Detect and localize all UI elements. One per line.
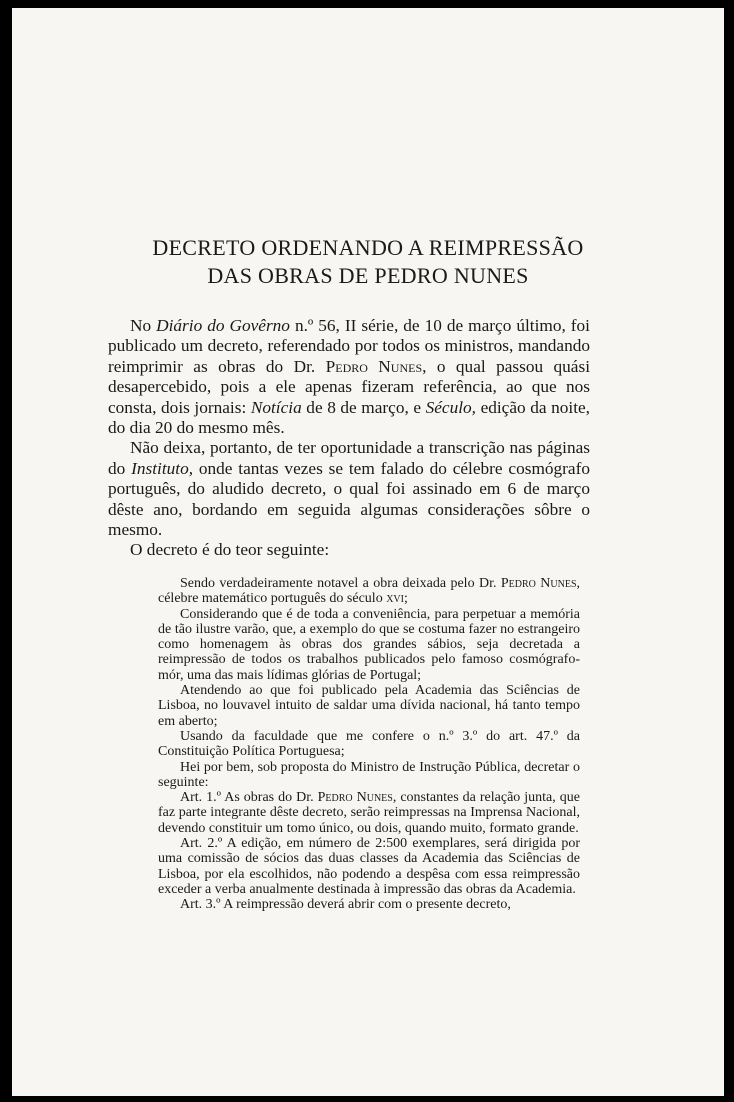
newspaper-title: Notícia [250, 397, 302, 417]
decree-article-1 [158, 790, 580, 836]
document-page [12, 8, 724, 1096]
decree-paragraph-3: Atendendo ao que foi publicado pela Academia das Sciências de Lisboa, no louvavel intuito de saldar uma dívida nacional, há tanto tempo em aberto; [158, 683, 580, 729]
text-run: edição da noite, do dia 20 do mesmo mês. [108, 397, 590, 438]
title-line-2: DAS OBRAS DE PEDRO NUNES [207, 263, 529, 288]
text-run: onde tantas vezes se tem falado do célebre cosmógrafo português, do aludido decreto, o qual foi assinado em 6 de março dêste ano, bordando em seguida algumas considerações sôbre o mesmo. [108, 458, 590, 540]
newspaper-title: Século, [425, 397, 476, 417]
decree-article-2: Art. 2.º A edição, em número de 2:500 exemplares, será dirigida por uma comissão de sócios das duas classes da Academia das Sciências de Lisboa, por ela escolhidos, não podendo a despêsa com essa reimpressão exceder a verba anualmente destinada à impressão das obras da Academia. [158, 836, 580, 897]
author-name: Pedro Nunes [317, 790, 393, 806]
decree-text [158, 576, 580, 913]
journal-title: Instituto, [131, 458, 194, 478]
text-run: n.º 56, II série, de 10 de março último, foi publicado um decreto, referendado por todos os ministros, mandando reimprimir as obras do Dr. [108, 316, 590, 376]
decree-paragraph-1 [158, 576, 580, 607]
text-run: Art. 1.º As obras do Dr. [180, 790, 318, 806]
journal-title: Diário do Govêrno [156, 316, 290, 335]
author-name: Pedro Nunes [500, 576, 577, 591]
text-run: , célebre matemático português do século [158, 576, 581, 607]
text-run: ; [403, 591, 408, 607]
intro-text [108, 316, 590, 561]
intro-paragraph-1 [108, 316, 590, 438]
text-run: Sendo verdadeiramente notavel a obra deixada pelo Dr. [180, 576, 501, 591]
title-line-1: DECRETO ORDENANDO A REIMPRESSÃO [152, 235, 584, 260]
century-numeral: xvi [386, 591, 404, 607]
intro-paragraph-3: O decreto é do teor seguinte: [130, 540, 330, 560]
text-run: No [130, 316, 157, 335]
decree-paragraph-2: Considerando que é de toda a conveniência, para perpetuar a memória de tão ilustre varão, que, a exemplo do que se costuma fazer no estrangeiro como homenagem às obras dos grandes sábios, seja decretada a reimpressão de todos os trabalhos publicados pelo famoso cosmógrafo-mór, uma das mais lídimas glórias de Portugal; [158, 606, 580, 683]
text-run: Não deixa, portanto, de ter oportunidade a transcrição nas páginas do [108, 438, 590, 478]
text-run: de 8 de março, e [301, 397, 426, 417]
decree-paragraph-5: Hei por bem, sob proposta do Ministro de Instrução Pública, decretar o seguinte: [158, 759, 580, 790]
text-run: , constantes da relação junta, que faz parte integrante dêste decreto, serão reimpressas na Imprensa Nacional, devendo constituir um tomo único, ou dois, quando muito, formato grande. [158, 790, 580, 836]
decree-paragraph-4: Usando da faculdade que me confere o n.º 3.º do art. 47.º da Constituição Política Portuguesa; [158, 728, 580, 760]
decree-article-3: Art. 3.º A reimpressão deverá abrir com o presente decreto, [180, 897, 511, 913]
intro-paragraph-2 [108, 438, 590, 540]
author-name: Pedro Nunes [325, 356, 423, 376]
text-run: , o qual passou quási desapercebido, pois a ele apenas fizeram referência, ao que nos consta, dois jornais: [108, 356, 591, 417]
